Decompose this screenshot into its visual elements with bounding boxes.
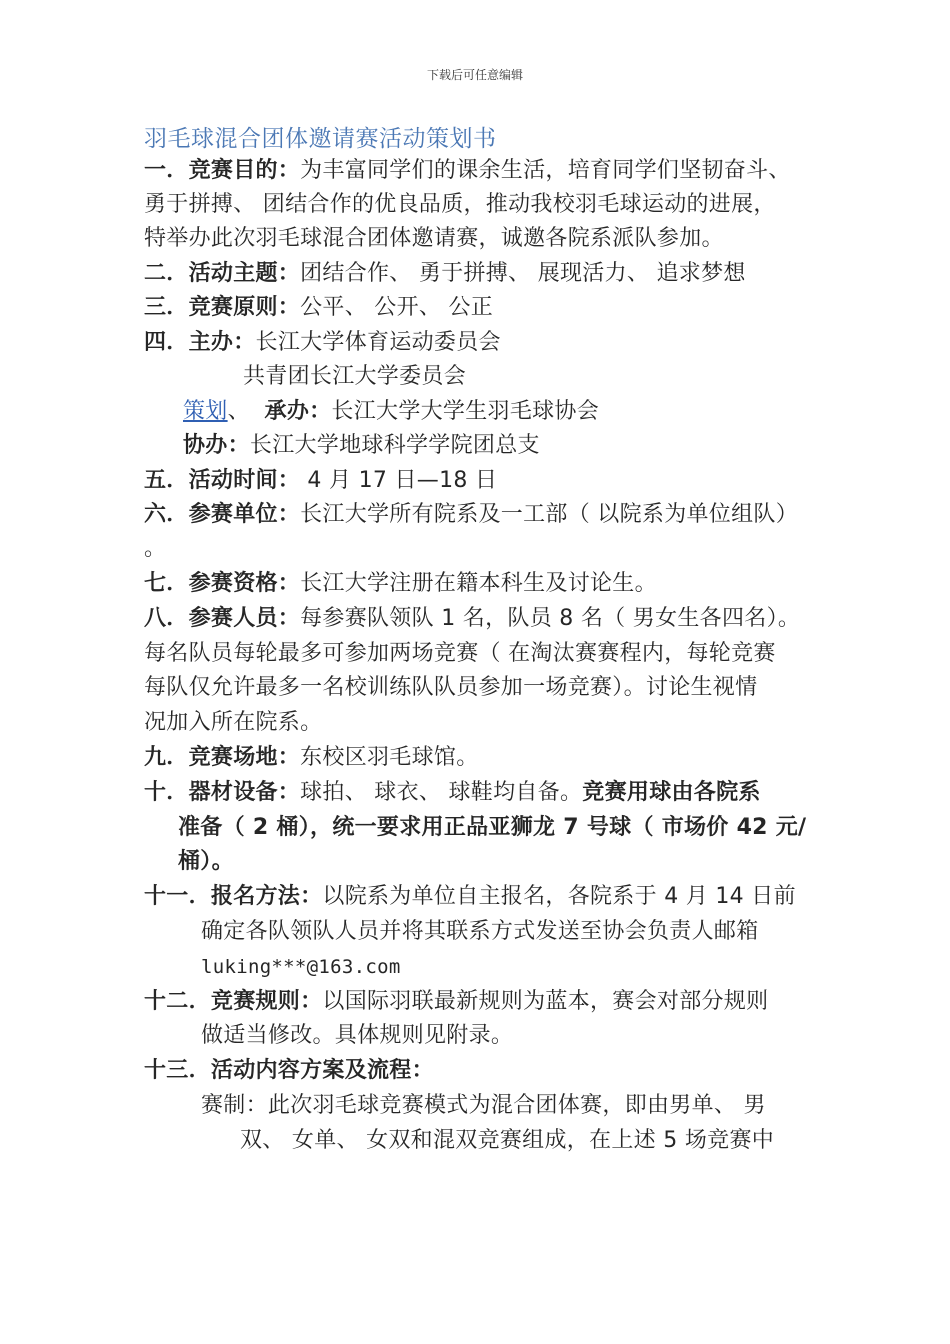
section-11-line-2: 确定各队领队人员并将其联系方式发送至协会负责人邮箱 bbox=[201, 919, 759, 944]
section-1-line-2: 勇于拼搏、 团结合作的优良品质，推动我校羽毛球运动的进展， bbox=[144, 192, 776, 217]
section-3 bbox=[144, 291, 493, 325]
section-4-label: 四．主办： bbox=[144, 330, 256, 355]
section-6 bbox=[144, 498, 798, 532]
assist-label: 协办： bbox=[183, 433, 250, 458]
section-9-text: 东校区羽毛球馆。 bbox=[300, 745, 479, 770]
section-7-text: 长江大学注册在籍本科生及讨论生。 bbox=[300, 571, 657, 596]
section-5-text: 4 月 17 日—18 日 bbox=[300, 468, 498, 493]
section-4-cohost: 共青团长江大学委员会 bbox=[243, 364, 467, 389]
section-10-bold-text: 竞赛用球由各院系 bbox=[582, 780, 761, 805]
section-12-line-2: 做适当修改。具体规则见附录。 bbox=[201, 1023, 514, 1048]
section-6-label: 六．参赛单位： bbox=[144, 502, 301, 527]
section-13-label: 十三．活动内容方案及流程： bbox=[144, 1058, 434, 1083]
section-9 bbox=[144, 741, 479, 775]
section-8-text-1: 每参赛队领队 1 名，队员 8 名（ 男女生各四名）。 bbox=[300, 606, 801, 631]
section-5 bbox=[144, 464, 497, 498]
section-10-label: 十．器材设备： bbox=[144, 780, 301, 805]
section-13-text-1: 此次羽毛球竞赛模式为混合团体赛，即由男单、 男 bbox=[267, 1093, 766, 1118]
section-8-line-2: 每名队员每轮最多可参加两场竞赛（ 在淘汰赛赛程内，每轮竞赛 bbox=[144, 641, 776, 666]
section-4 bbox=[144, 326, 501, 360]
section-7 bbox=[144, 567, 657, 601]
section-10-line-3: 桶）。 bbox=[178, 849, 234, 874]
section-5-label: 五．活动时间： bbox=[144, 468, 301, 493]
host-text: 长江大学大学生羽毛球协会 bbox=[331, 399, 600, 424]
section-1-text-1: 为丰富同学们的课余生活，培育同学们坚韧奋斗、 bbox=[300, 158, 791, 183]
section-8-line-1 bbox=[144, 602, 800, 636]
section-4-text: 长江大学体育运动委员会 bbox=[255, 330, 501, 355]
section-2-text: 团结合作、 勇于拼搏、 展现活力、 追求梦想 bbox=[300, 261, 746, 286]
section-6-text: 长江大学所有院系及一工部（ 以院系为单位组队） bbox=[300, 502, 799, 527]
host-label: 承办： bbox=[264, 399, 332, 424]
section-10-line-1 bbox=[144, 776, 761, 810]
section-11-text-1: 以院系为单位自主报名，各院系于 4 月 14 日前 bbox=[322, 884, 796, 909]
plan-link[interactable]: 策划 bbox=[183, 399, 228, 424]
section-7-label: 七．参赛资格： bbox=[144, 571, 301, 596]
section-12-text-1: 以国际羽联最新规则为蓝本，赛会对部分规则 bbox=[322, 989, 769, 1014]
section-8-line-3: 每队仅允许最多一名校训练队队员参加一场竞赛）。讨论生视情 bbox=[144, 675, 758, 700]
section-8-line-4: 况加入所在院系。 bbox=[144, 710, 323, 735]
section-6-tail: 。 bbox=[144, 536, 167, 561]
section-3-label: 三．竞赛原则： bbox=[144, 295, 301, 320]
section-1-label: 一．竞赛目的： bbox=[144, 158, 301, 183]
section-13-line-2: 双、 女单、 女双和混双竞赛组成，在上述 5 场竞赛中 bbox=[240, 1128, 775, 1153]
section-11-email: luking***@163.com bbox=[201, 956, 401, 978]
section-9-label: 九．竞赛场地： bbox=[144, 745, 301, 770]
section-11-line-1 bbox=[144, 880, 796, 914]
section-4-assist bbox=[183, 429, 540, 463]
section-12-label: 十二．竞赛规则： bbox=[144, 989, 323, 1014]
section-4-plan-host bbox=[183, 395, 599, 429]
section-10-line-2: 准备（ 2 桶），统一要求用正品亚狮龙 7 号球（ 市场价 42 元/ bbox=[178, 815, 807, 840]
section-3-text: 公平、 公开、 公正 bbox=[300, 295, 494, 320]
section-11-label: 十一．报名方法： bbox=[144, 884, 323, 909]
section-13-line-1 bbox=[201, 1089, 766, 1123]
page-header-note: 下载后可任意编辑 bbox=[426, 68, 523, 82]
section-13-sub-label: 赛制： bbox=[201, 1093, 268, 1118]
section-1-line-3: 特举办此次羽毛球混合团体邀请赛，诚邀各院系派队参加。 bbox=[144, 226, 724, 251]
section-2 bbox=[144, 257, 746, 291]
section-10-text: 球拍、 球衣、 球鞋均自备。 bbox=[300, 780, 583, 805]
plan-sep: 、 bbox=[227, 399, 250, 424]
section-8-label: 八．参赛人员： bbox=[144, 606, 301, 631]
section-12-line-1 bbox=[144, 985, 768, 1019]
assist-text: 长江大学地球科学学院团总支 bbox=[249, 433, 540, 458]
section-2-label: 二．活动主题： bbox=[144, 261, 301, 286]
section-1-line-1 bbox=[144, 154, 791, 188]
document-title: 羽毛球混合团体邀请赛活动策划书 bbox=[144, 126, 497, 152]
